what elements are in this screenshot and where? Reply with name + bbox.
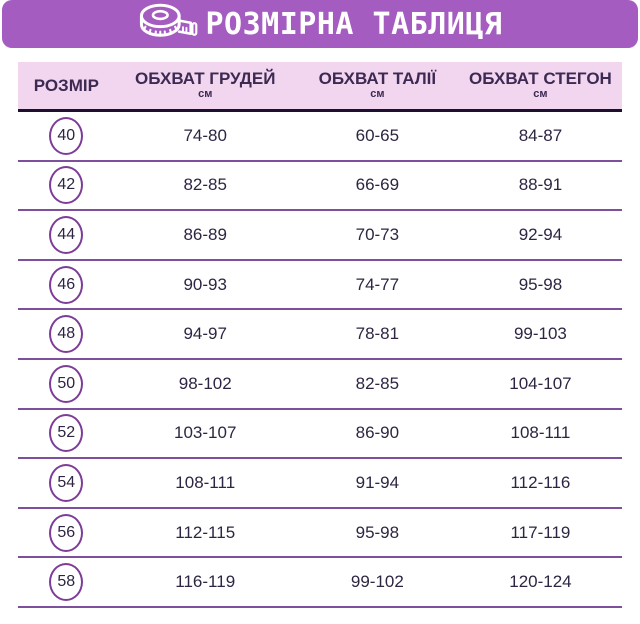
size-cell (18, 514, 115, 552)
hips-cell: 88-91 (518, 175, 563, 195)
size-cell (18, 414, 115, 452)
table-row (18, 211, 622, 261)
size-badge: 42 (49, 166, 83, 204)
size-table (18, 62, 622, 608)
table-header-row (18, 62, 622, 112)
hips-cell: 117-119 (510, 522, 571, 542)
table-row (18, 162, 622, 212)
chest-cell: 103-107 (174, 423, 237, 443)
table-row (18, 459, 622, 509)
size-cell (18, 266, 115, 304)
size-cell (18, 464, 115, 502)
hips-cell: 104-107 (509, 373, 572, 393)
column-header-hips (459, 70, 622, 100)
column-header-unit: см (370, 88, 385, 101)
size-cell (18, 216, 115, 254)
table-row (18, 310, 622, 360)
hips-cell: 84-87 (518, 125, 563, 145)
table-row (18, 261, 622, 311)
waist-cell: 60-65 (355, 125, 400, 145)
column-header-label: ОБХВАТ СТЕГОН (469, 69, 612, 89)
waist-cell: 82-85 (355, 373, 400, 393)
hips-cell: 99-103 (513, 324, 567, 344)
hips-cell: 92-94 (518, 224, 563, 244)
column-header-unit: см (533, 88, 548, 101)
chest-cell: 94-97 (183, 324, 227, 344)
column-header-waist (296, 70, 459, 100)
waist-cell: 74-77 (355, 274, 400, 294)
waist-cell: 95-98 (355, 522, 400, 542)
chest-cell: 90-93 (183, 274, 227, 294)
column-header-chest (115, 70, 296, 100)
hips-cell: 112-116 (510, 472, 571, 492)
chest-cell: 98-102 (178, 373, 232, 393)
table-row (18, 509, 622, 559)
waist-cell: 91-94 (355, 472, 400, 492)
column-header-unit: см (198, 88, 213, 101)
measuring-tape-icon (138, 3, 198, 46)
size-badge: 52 (49, 414, 83, 452)
waist-cell: 70-73 (355, 224, 400, 244)
size-badge: 48 (49, 315, 83, 353)
size-cell (18, 117, 115, 155)
chest-cell: 82-85 (183, 175, 227, 195)
size-badge: 50 (49, 365, 83, 403)
waist-cell: 86-90 (355, 423, 400, 443)
table-row (18, 112, 622, 162)
page-title: РОЗМІРНА ТАБЛИЦЯ (205, 6, 503, 42)
size-badge: 54 (49, 464, 83, 502)
table-row (18, 558, 622, 608)
size-cell (18, 563, 115, 601)
column-header-size (18, 77, 115, 95)
chest-cell: 112-115 (175, 522, 236, 542)
waist-cell: 78-81 (355, 324, 400, 344)
size-badge: 44 (49, 216, 83, 254)
size-badge: 46 (49, 266, 83, 304)
chest-cell: 74-80 (183, 125, 227, 145)
title-banner (2, 0, 638, 48)
hips-cell: 95-98 (518, 274, 563, 294)
chest-cell: 86-89 (183, 224, 227, 244)
hips-cell: 108-111 (510, 423, 571, 443)
size-badge: 40 (49, 117, 83, 155)
size-cell (18, 365, 115, 403)
table-row (18, 410, 622, 460)
waist-cell: 99-102 (350, 572, 404, 592)
column-header-label: ОБХВАТ ГРУДЕЙ (134, 69, 276, 89)
size-badge: 56 (49, 514, 83, 552)
waist-cell: 66-69 (355, 175, 400, 195)
chest-cell: 108-111 (175, 472, 236, 492)
size-badge: 58 (49, 563, 83, 601)
table-row (18, 360, 622, 410)
column-header-label: ОБХВАТ ТАЛІЇ (318, 69, 437, 89)
column-header-label: РОЗМІР (33, 75, 99, 95)
chest-cell: 116-119 (175, 572, 236, 592)
hips-cell: 120-124 (509, 572, 572, 592)
size-cell (18, 166, 115, 204)
size-cell (18, 315, 115, 353)
